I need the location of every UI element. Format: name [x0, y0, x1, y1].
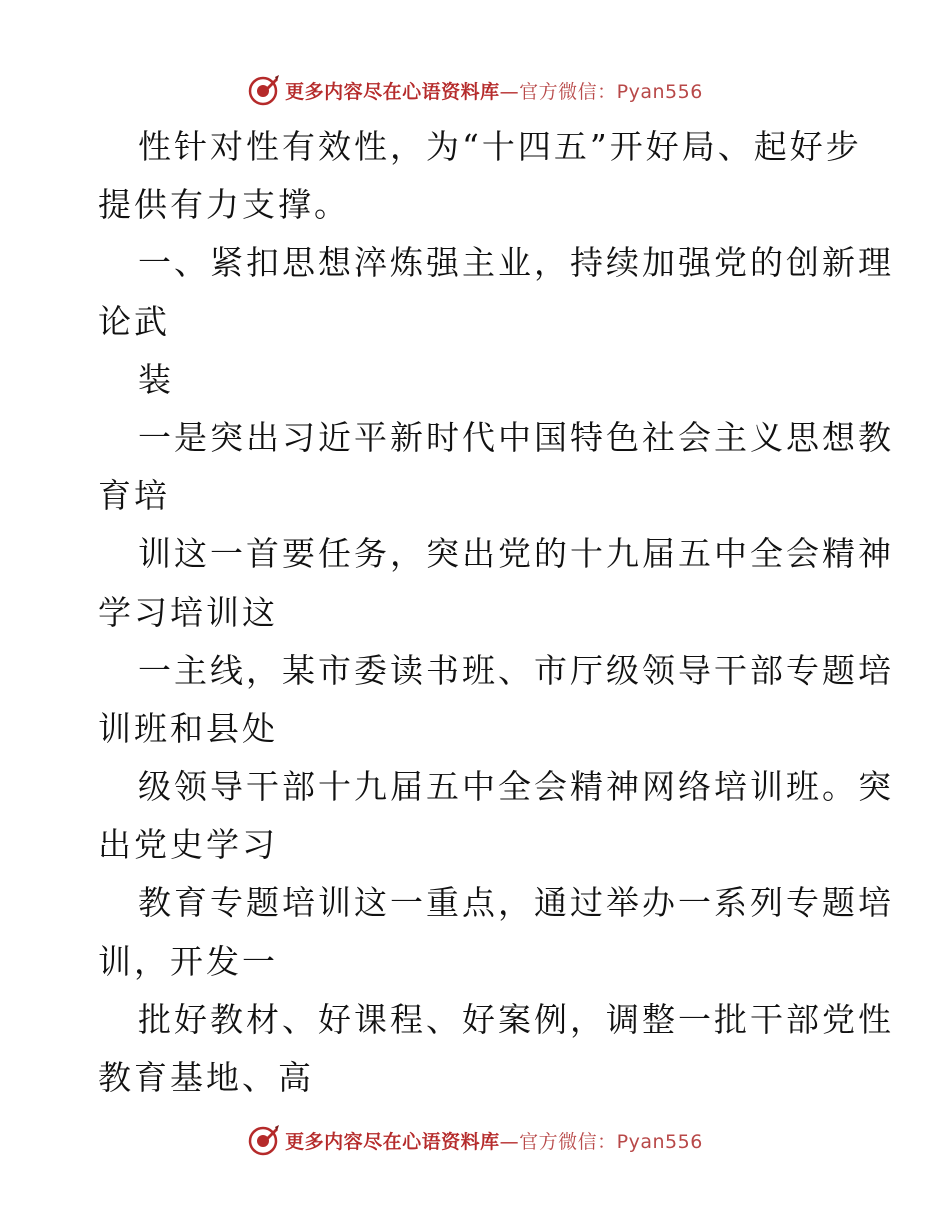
- watermark-main-text: 更多内容尽在心语资料库: [285, 80, 500, 103]
- text-line: 训，开发一: [98, 941, 278, 981]
- section-heading-line: 论武: [98, 301, 170, 341]
- watermark-contact-text: 官方微信：Pyan556: [519, 80, 703, 103]
- text-line: 教育专题培训这一重点，通过举办一系列专题培: [138, 883, 894, 923]
- section-heading-line: 一、紧扣思想淬炼强主业，持续加强党的创新理: [138, 243, 894, 283]
- document-body: [98, 118, 894, 1107]
- text-line: 提供有力支撑。: [98, 185, 350, 225]
- text-line: 性针对性有效性，为“十四五”开好局、起好步: [138, 127, 862, 166]
- watermark-contact-text: 官方微信：Pyan556: [519, 1130, 703, 1153]
- text-line: 训这一首要任务，突出党的十九届五中全会精神: [138, 534, 894, 574]
- header-watermark-banner: [0, 70, 950, 110]
- watermark-separator: —: [499, 1130, 520, 1153]
- pen-nib-logo-icon: [247, 1123, 281, 1157]
- watermark-main-text: 更多内容尽在心语资料库: [285, 1130, 500, 1153]
- watermark-separator: —: [499, 80, 520, 103]
- watermark-text: [285, 77, 703, 104]
- text-line: 一是突出习近平新时代中国特色社会主义思想教: [138, 417, 894, 457]
- text-line: 训班和县处: [98, 708, 278, 748]
- text-line: 出党史学习: [98, 825, 278, 865]
- footer-watermark-banner: [0, 1120, 950, 1160]
- text-line: 教育基地、高: [98, 1058, 314, 1097]
- pen-nib-logo-icon: [247, 73, 281, 107]
- text-line: 学习培训这: [98, 592, 278, 632]
- watermark-text: [285, 1127, 703, 1154]
- text-line: 一主线，某市委读书班、市厅级领导干部专题培: [138, 650, 894, 690]
- section-heading-line: 装: [138, 359, 174, 399]
- text-line: 批好教材、好课程、好案例，调整一批干部党性: [138, 999, 894, 1039]
- text-line: 级领导干部十九届五中全会精神网络培训班。突: [138, 767, 894, 807]
- text-line: 育培: [98, 476, 170, 516]
